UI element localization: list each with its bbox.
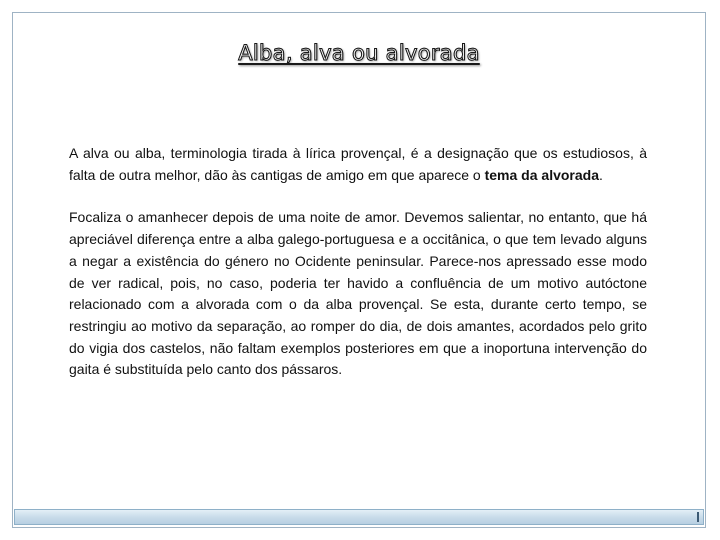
paragraph-1-end: . xyxy=(599,166,603,183)
slide-title: Alba, alva ou alvorada xyxy=(238,41,480,65)
footer-bar xyxy=(14,509,704,525)
slide-body xyxy=(69,143,647,402)
paragraph-1-text: A alva ou alba, terminologia tirada à lírica provençal, é a designação que os estudiosos, à falta de outra melhor, dão às cantigas de amigo em que aparece o xyxy=(69,145,647,183)
paragraph-1-bold: tema da alvorada xyxy=(484,166,599,183)
footer-tick xyxy=(697,512,699,522)
paragraph-2: Focaliza o amanhecer depois de uma noite de amor. Devemos salientar, no entanto, que há apreciável diferença entre a alba galego-portuguesa e a occitânica, o que tem levado alguns a negar a existência do género no Ocidente peninsular. Parece-nos apressado esse modo de ver radical, pois, no caso, poderia ter havido a confluência de um motivo autóctone relacionado com a alvorada com o da alba provençal. Se esta, durante certo tempo, se restringiu ao motivo da separação, ao romper do dia, de dois amantes, acordados pelo grito do vigia dos castelos, não faltam exemplos posteriores em que a inoportuna intervenção do gaita é substituída pelo canto dos pássaros. xyxy=(69,209,647,378)
slide xyxy=(12,12,706,528)
paragraph-1 xyxy=(69,143,647,186)
